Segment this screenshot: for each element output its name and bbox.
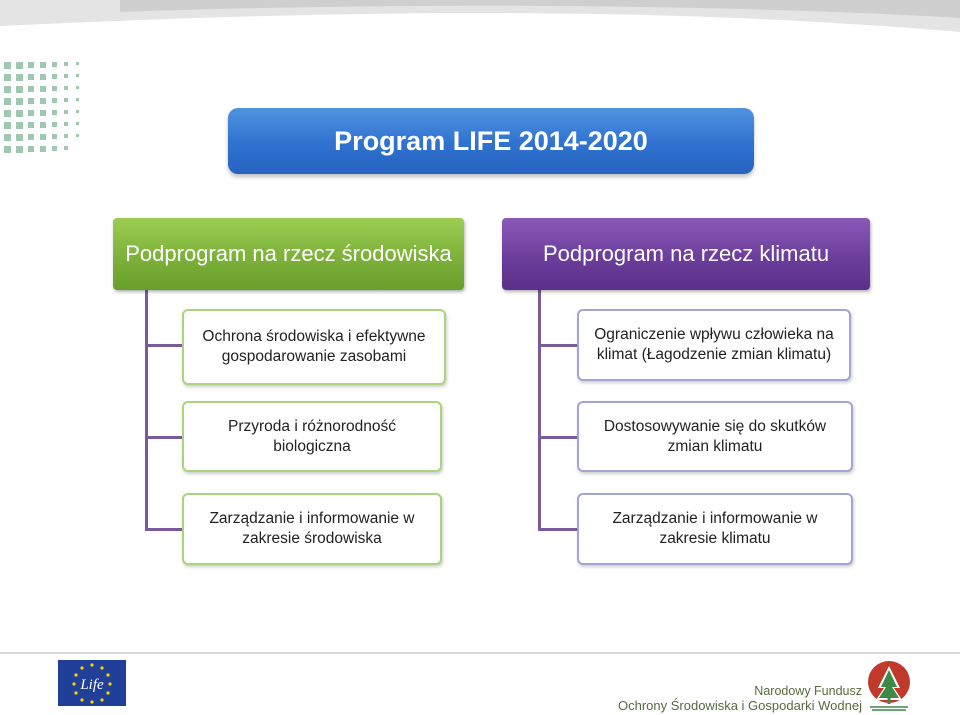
life-logo-text: Life <box>80 677 104 693</box>
footer-divider <box>0 652 960 654</box>
env-connector-branch-3 <box>145 528 182 531</box>
clim-connector-branch-3 <box>538 528 577 531</box>
decorative-dot-grid <box>2 60 98 156</box>
climate-subprogram-header: Podprogram na rzecz klimatu <box>502 218 870 290</box>
climate-item-governance-information: Zarządzanie i informowanie w zakresie klimatu <box>577 493 853 565</box>
climate-item-mitigation: Ograniczenie wpływu człowieka na klimat (Łagodzenie zmian klimatu) <box>577 309 851 381</box>
clim-connector-branch-1 <box>538 344 577 347</box>
life-logo <box>58 660 126 706</box>
program-title: Program LIFE 2014-2020 <box>228 108 754 174</box>
env-item-resource-efficiency: Ochrona środowiska i efektywne gospodarowanie zasobami <box>182 309 446 385</box>
nfosigw-logo <box>864 660 914 712</box>
nf-name-line1: Narodowy Fundusz <box>754 684 862 698</box>
climate-item-adaptation: Dostosowywanie się do skutków zmian klimatu <box>577 401 853 472</box>
clim-connector-vertical <box>538 290 541 530</box>
env-connector-branch-2 <box>145 436 182 439</box>
nf-name-line2: Ochrony Środowiska i Gospodarki Wodnej <box>618 698 862 713</box>
env-subprogram-header: Podprogram na rzecz środowiska <box>113 218 464 290</box>
env-item-nature-biodiversity: Przyroda i różnorodność biologiczna <box>182 401 442 472</box>
header-swoosh <box>0 0 960 80</box>
clim-connector-branch-2 <box>538 436 577 439</box>
env-connector-vertical <box>145 290 148 530</box>
env-connector-branch-1 <box>145 344 182 347</box>
env-item-governance-information: Zarządzanie i informowanie w zakresie środowiska <box>182 493 442 565</box>
